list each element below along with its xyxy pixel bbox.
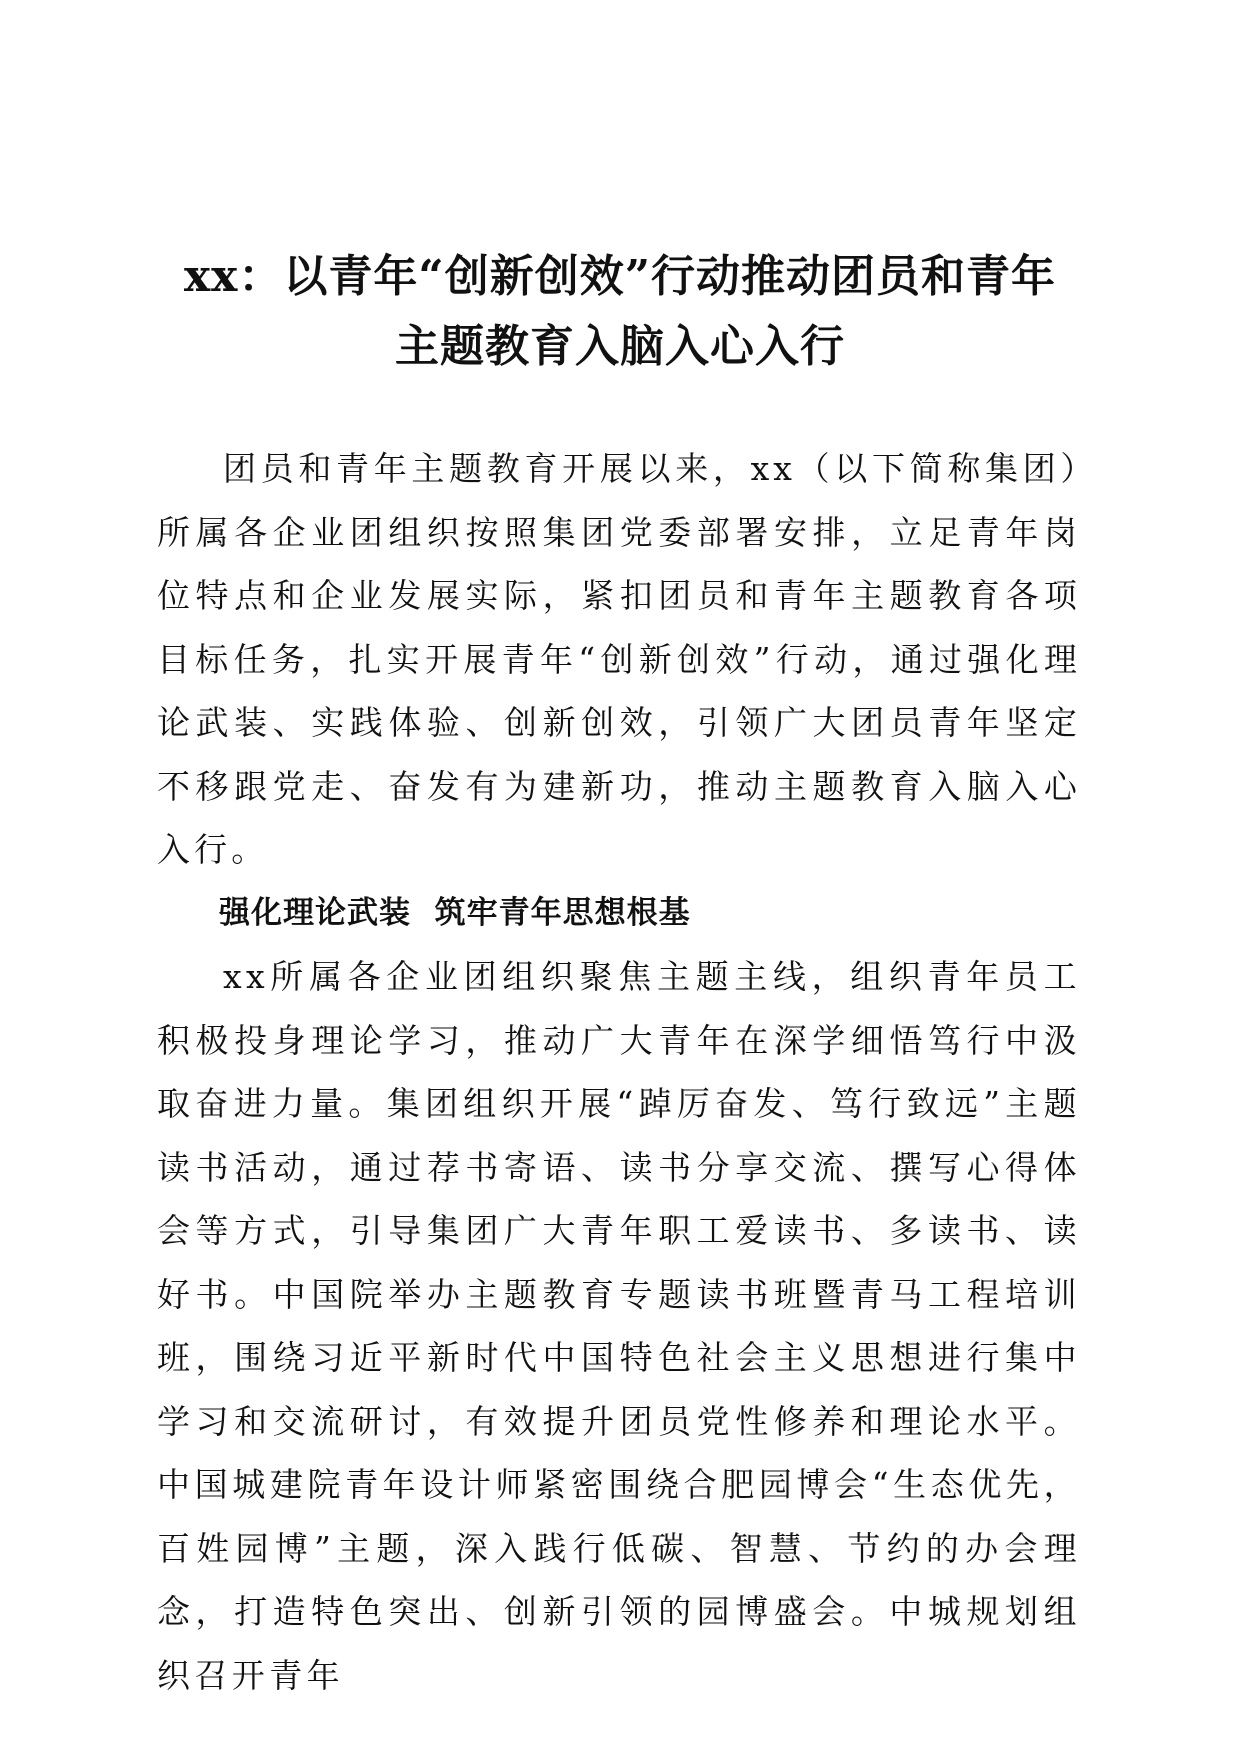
section-heading: 强化理论武装 筑牢青年思想根基 xyxy=(219,894,691,931)
document-body xyxy=(157,437,1081,1707)
intro-paragraph: 团员和青年主题教育开展以来，xx（以下简称集团）所属各企业团组织按照集团党委部署安排，立足青年岗位特点和企业发展实际，紧扣团员和青年主题教育各项目标任务，扎实开展青年“创新创效”行动，通过强化理论武装、实践体验、创新创效，引领广大团员青年坚定不移跟党走、奋发有为建新功，推动主题教育入脑入心入行。 xyxy=(157,449,1081,869)
section-paragraph: xx所属各企业团组织聚焦主题主线，组织青年员工积极投身理论学习，推动广大青年在深学细悟笃行中汲取奋进力量。集团组织开展“踔厉奋发、笃行致远”主题读书活动，通过荐书寄语、读书分享交流、撰写心得体会等方式，引导集团广大青年职工爱读书、多读书、读好书。中国院举办主题教育专题读书班暨青马工程培训班，围绕习近平新时代中国特色社会主义思想进行集中学习和交流研讨，有效提升团员党性修养和理论水平。中国城建院青年设计师紧密围绕合肥园博会“生态优先，百姓园博”主题，深入践行低碳、智慧、节约的办会理念，打造特色突出、创新引领的园博盛会。中城规划组织召开青年 xyxy=(157,957,1081,1695)
document-title xyxy=(140,242,1100,382)
title-line-1: xx：以青年“创新创效”行动推动团员和青年 xyxy=(183,251,1057,302)
title-line-2: 主题教育入脑入心入行 xyxy=(395,321,845,372)
